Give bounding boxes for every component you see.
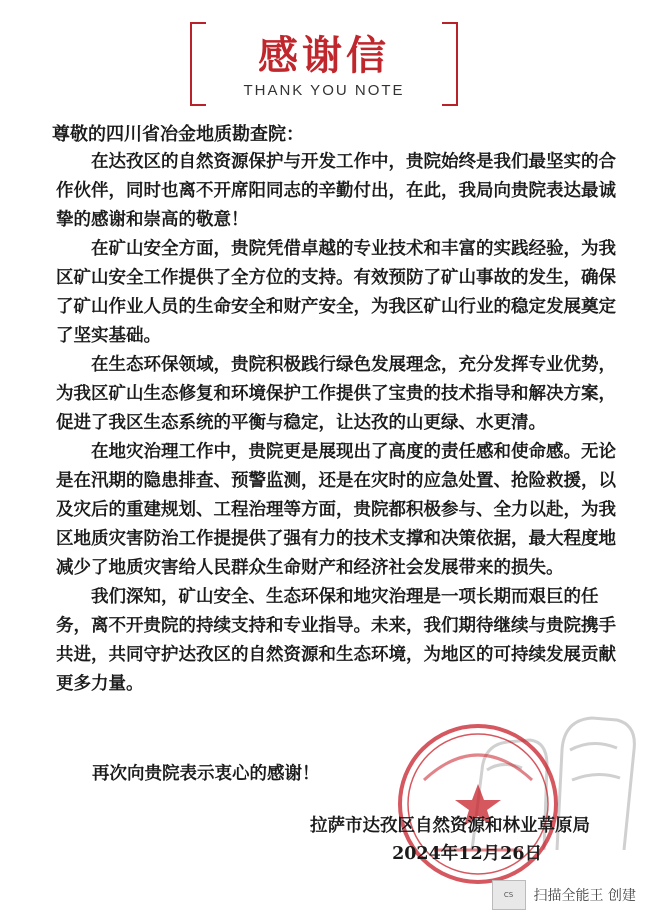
paragraph-2: 在矿山安全方面，贵院凭借卓越的专业技术和丰富的实践经验，为我区矿山安全工作提供了全方位的支持。有效预防了矿山事故的发生，确保了矿山作业人员的生命安全和财产安全，为我区矿山行业的稳定发展奠定了坚实基础。	[56, 239, 616, 346]
paragraph-1: 在达孜区的自然资源保护与开发工作中，贵院始终是我们最坚实的合作伙伴，同时也离不开席阳同志的辛勤付出，在此，我局向贵院表达最诚挚的感谢和崇高的敬意！	[56, 152, 616, 230]
paragraph-5: 我们深知，矿山安全、生态环保和地灾治理是一项长期而艰巨的任务，离不开贵院的持续支持和专业指导。未来，我们期待继续与贵院携手共进，共同守护达孜区的自然资源和生态环境，为地区的可持续发展贡献更多力量。	[56, 587, 616, 694]
signature-organization: 拉萨市达孜区自然资源和林业草原局	[310, 816, 590, 836]
salutation: 尊敬的四川省冶金地质勘查院：	[52, 124, 304, 145]
letter-subtitle: THANK YOU NOTE	[243, 82, 405, 99]
signature-block	[250, 812, 590, 868]
scanner-watermark	[492, 879, 636, 911]
closing-remark: 再次向贵院表示衷心的感谢！	[92, 764, 320, 784]
paragraph-4: 在地灾治理工作中，贵院更是展现出了高度的责任感和使命感。无论是在汛期的隐患排查、预警监测，还是在灾时的应急处置、抢险救援，以及灾后的重建规划、工程治理等方面，贵院都积极参与、全力以赴，为我区地质灾害防治工作提提供了强有力的技术支撑和决策依据，最大程度地减少了地质灾害给人民群众生命财产和经济社会发展带来的损失。	[56, 442, 616, 578]
header-frame	[190, 16, 458, 108]
signature-date: 2024年12月26日	[392, 844, 542, 864]
scanner-logo-icon: CS	[492, 880, 526, 910]
watermark-text: 扫描全能王 创建	[533, 888, 636, 904]
letter-body	[56, 148, 616, 699]
letter-title: 感谢信	[258, 33, 390, 79]
paragraph-3: 在生态环保领域，贵院积极践行绿色发展理念，充分发挥专业优势，为我区矿山生态修复和环境保护工作提供了宝贵的技术指导和解决方案，促进了我区生态系统的平衡与稳定，让达孜的山更绿、水更清。	[56, 355, 616, 433]
